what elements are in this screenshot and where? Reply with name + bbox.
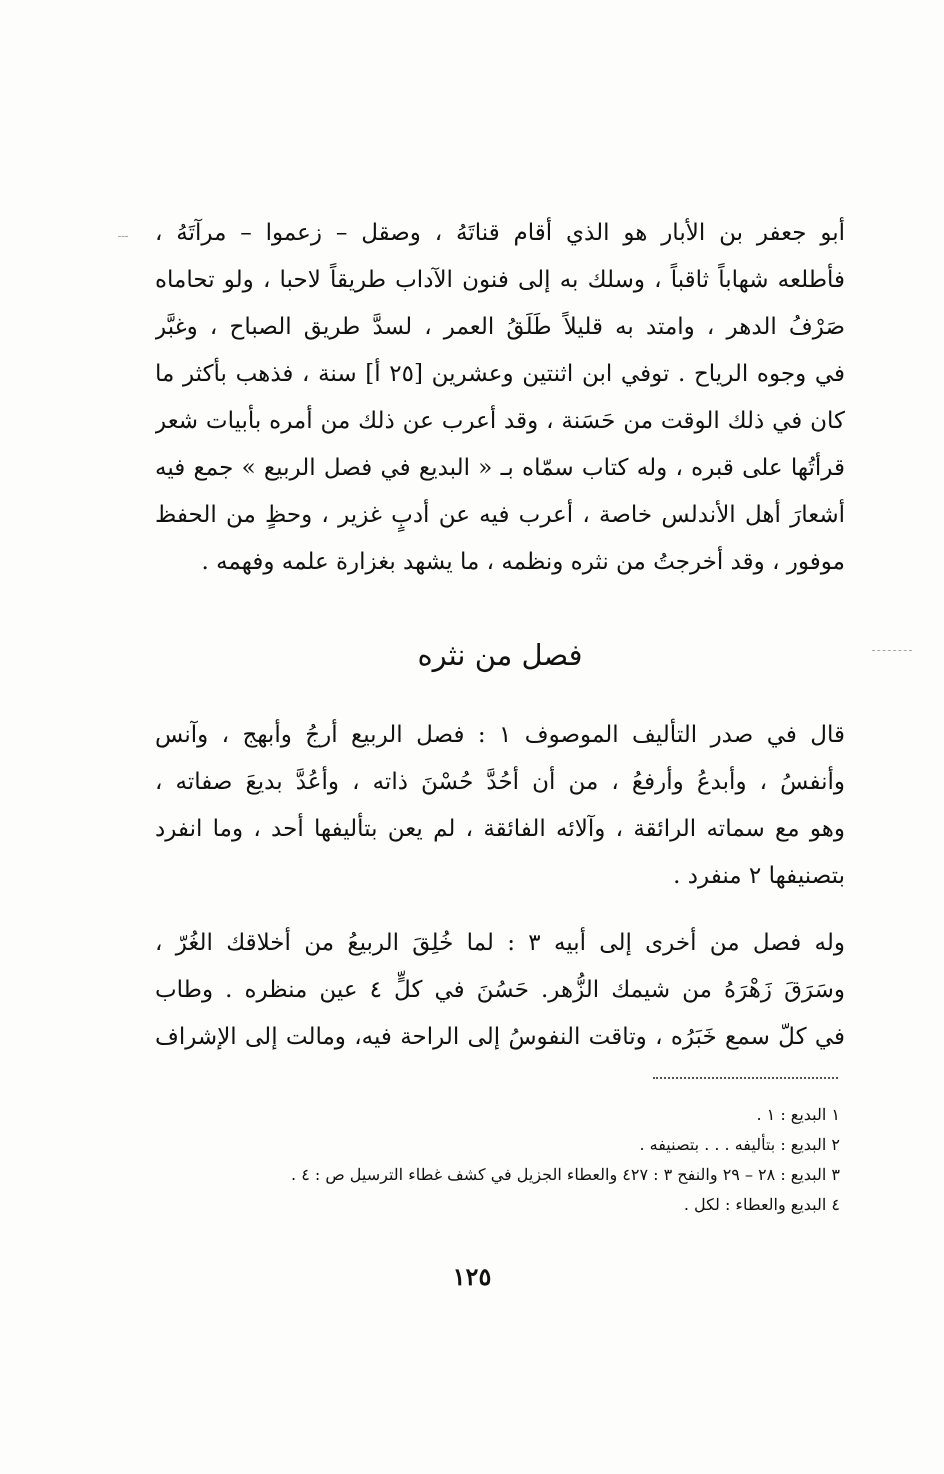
quote-paragraph (155, 712, 845, 900)
text-line: وأنفسُ ، وأبدعُ وأرفعُ ، من أن أحُدَّ حُسْنَ ذاته ، وأعُدَّ بديعَ صفاته ، (155, 769, 845, 795)
footnote-separator (653, 1077, 838, 1079)
footnote: ٣ البديع : ٢٨ – ٢٩ والنفح ٣ : ٤٢٧ والعطاء الجزيل في كشف غطاء الترسيل ص : ٤ . (291, 1165, 840, 1184)
text-line: كان في ذلك الوقت من حَسَنة ، وقد أعرب عن ذلك من أمره بأبيات شعر (155, 408, 845, 434)
text-line: في وجوه الرياح . توفي ابن اثنتين وعشرين [٢٥ أ] سنة ، فذهب بأكثر ما (155, 361, 845, 387)
text-line: وله فصل من أخرى إلى أبيه ٣ : لما خُلِقَ الربيعُ من أخلاقك الغُرّ ، (155, 930, 845, 956)
text-line: صَرْفُ الدهر ، وامتد به قليلاً طَلَقُ العمر ، لسدَّ طريق الصباح ، وغبَّر (155, 314, 845, 340)
margin-mark (872, 650, 912, 651)
page-number: ١٢٥ (452, 1262, 492, 1291)
letter-paragraph (155, 920, 845, 1061)
footnotes (190, 1100, 840, 1220)
text-line: موفور ، وقد أخرجتُ من نثره ونظمه ، ما يشهد بغزارة علمه وفهمه . (201, 549, 845, 575)
section-heading: فصل من نثره (417, 638, 583, 672)
footnote: ٤ البديع والعطاء : لكل . (683, 1195, 840, 1214)
footnote: ١ البديع : ١ . (756, 1105, 840, 1124)
text-line: أبو جعفر بن الأبار هو الذي أقام قناتَهُ ، وصقل – زعموا – مرآتَهُ ، (155, 220, 845, 246)
margin-mark (118, 236, 128, 237)
text-line: وسَرَقَ زَهْرَهُ من شيمك الزُّهر. حَسُنَ في كلٍّ ٤ عين منظره . وطاب (155, 977, 845, 1003)
text-line: في كلّ سمع خَبَرُه ، وتاقت النفوسُ إلى الراحة فيه، ومالت إلى الإشراف (155, 1024, 845, 1050)
text-line: بتصنيفها ٢ منفرد . (673, 863, 845, 889)
text-line: قال في صدر التأليف الموصوف ١ : فصل الربيع أرجُ وأبهج ، وآنس (155, 722, 845, 748)
text-line: أشعارَ أهل الأندلس خاصة ، أعرب فيه عن أدبٍ غزير ، وحظٍ من الحفظ (155, 502, 845, 528)
intro-paragraph (155, 210, 845, 586)
text-line: فأطلعه شهاباً ثاقباً ، وسلك به إلى فنون الآداب طريقاً لاحبا ، ولو تحاماه (155, 267, 845, 293)
text-line: قرأتُها على قبره ، وله كتاب سمّاه بـ « البديع في فصل الربيع » جمع فيه (155, 455, 845, 481)
text-line: وهو مع سماته الرائقة ، وآلائه الفائقة ، لم يعن بتأليفها أحد ، وما انفرد (155, 816, 845, 842)
footnote: ٢ البديع : بتأليفه . . . بتصنيفه . (639, 1135, 840, 1154)
